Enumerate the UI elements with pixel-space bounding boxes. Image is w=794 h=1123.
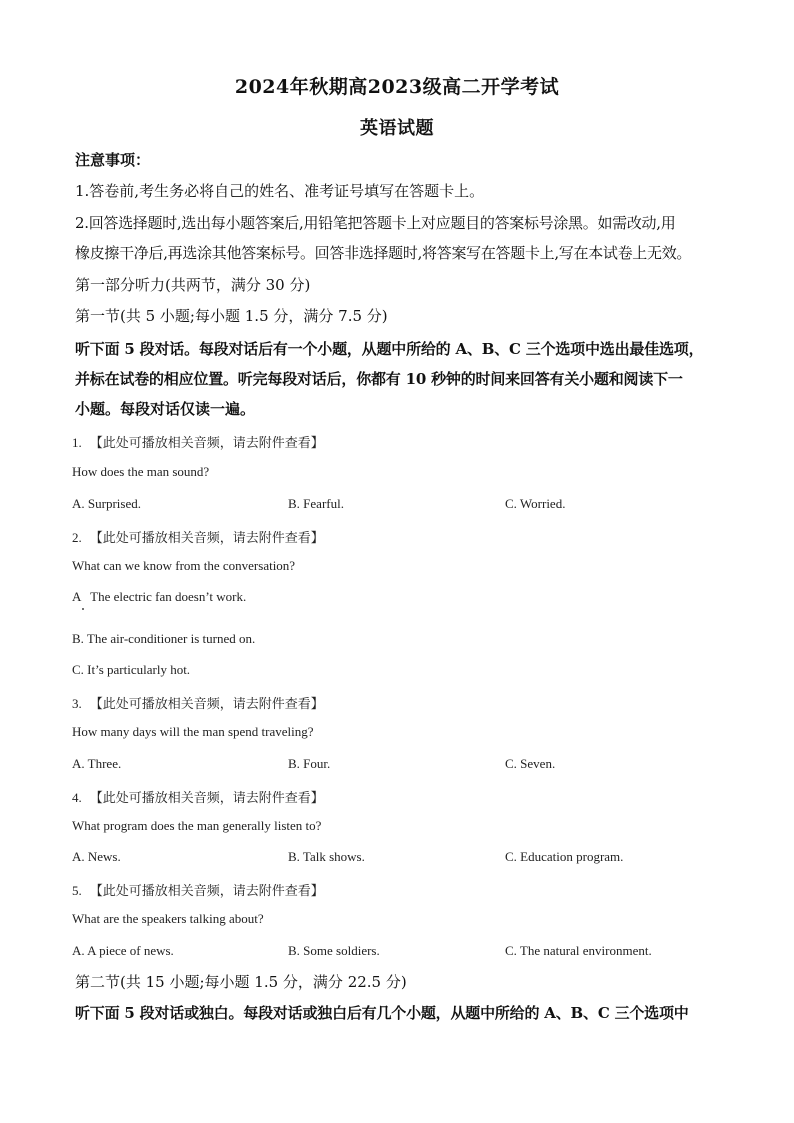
- audio-label: 【此处可播放相关音频，请去附件查看】: [89, 531, 324, 546]
- question-4-text: What program does the man generally listen to?: [72, 818, 322, 833]
- part1-heading: 第一部分听力(共两节，满分 30 分): [75, 276, 311, 294]
- audio-label: 【此处可播放相关音频，请去附件查看】: [89, 884, 324, 899]
- question-1-option-b: B. Fearful.: [288, 496, 344, 511]
- question-5-text: What are the speakers talking about?: [72, 911, 264, 926]
- question-1-text: How does the man sound?: [72, 464, 210, 479]
- audio-placeholder-1: [72, 432, 324, 451]
- audio-label: 【此处可播放相关音频，请去附件查看】: [89, 697, 324, 712]
- section1-instruction-line-1: 听下面 5 段对话。每段对话后有一个小题，从题中所给的 A、B、C 三个选项中选出最佳选项，: [75, 340, 704, 358]
- section2-heading: 第二节(共 15 小题;每小题 1.5 分，满分 22.5 分): [75, 973, 407, 991]
- question-number: 3.: [72, 696, 82, 711]
- question-3-option-a: A. Three.: [72, 756, 122, 771]
- section2-instruction-line-1: 听下面 5 段对话或独白。每段对话或独白后有几个小题，从题中所给的 A、B、C 三个选项中: [75, 1004, 689, 1022]
- question-number: 4.: [72, 790, 82, 805]
- notice-item-2-line-1: 2.回答选择题时,选出每小题答案后,用铅笔把答题卡上对应题目的答案标号涂黑。如需改动,用: [75, 214, 676, 232]
- audio-label: 【此处可播放相关音频，请去附件查看】: [89, 791, 324, 806]
- audio-placeholder-2: [72, 527, 324, 546]
- question-number: 2.: [72, 530, 82, 545]
- question-1-option-a: A. Surprised.: [72, 496, 141, 511]
- question-4-option-a: A. News.: [72, 849, 121, 864]
- question-3-option-c: C. Seven.: [505, 756, 556, 771]
- audio-placeholder-4: [72, 787, 324, 806]
- question-number: 1.: [72, 435, 82, 450]
- question-2-option-b: B. The air-conditioner is turned on.: [72, 631, 256, 646]
- question-5-option-a: A. A piece of news.: [72, 943, 174, 958]
- notice-heading: 注意事项：: [75, 151, 151, 169]
- section1-instruction-line-3: 小题。每段对话仅读一遍。: [75, 400, 256, 418]
- audio-label: 【此处可播放相关音频，请去附件查看】: [89, 436, 324, 451]
- question-2-option-c: C. It’s particularly hot.: [72, 662, 191, 677]
- question-3-option-b: B. Four.: [288, 756, 331, 771]
- section1-instruction-line-2: 并标在试卷的相应位置。听完每段对话后，你都有 10 秒钟的时间来回答有关小题和阅读下一: [75, 370, 683, 388]
- question-number: 5.: [72, 883, 82, 898]
- notice-item-1: 1.答卷前,考生务必将自己的姓名、准考证号填写在答题卡上。: [75, 182, 485, 200]
- question-2-option-a: A The electric fan doesn’t work.: [72, 589, 247, 604]
- audio-placeholder-5: [72, 880, 324, 899]
- exam-title: 2024年秋期高2023级高二开学考试: [234, 76, 560, 98]
- notice-item-2-line-2: 橡皮擦干净后,再选涂其他答案标号。回答非选择题时,将答案写在答题卡上,写在本试卷上无效。: [75, 244, 692, 262]
- question-2-text: What can we know from the conversation?: [72, 558, 296, 573]
- question-4-option-b: B. Talk shows.: [288, 849, 365, 864]
- audio-placeholder-3: [72, 693, 324, 712]
- question-4-option-c: C. Education program.: [505, 849, 624, 864]
- section1-heading: 第一节(共 5 小题;每小题 1.5 分，满分 7.5 分): [75, 307, 388, 325]
- stray-dot: [82, 608, 84, 610]
- question-1-option-c: C. Worried.: [505, 496, 566, 511]
- question-3-text: How many days will the man spend traveling?: [72, 724, 314, 739]
- question-5-option-b: B. Some soldiers.: [288, 943, 380, 958]
- exam-subtitle: 英语试题: [360, 118, 434, 139]
- question-5-option-c: C. The natural environment.: [505, 943, 652, 958]
